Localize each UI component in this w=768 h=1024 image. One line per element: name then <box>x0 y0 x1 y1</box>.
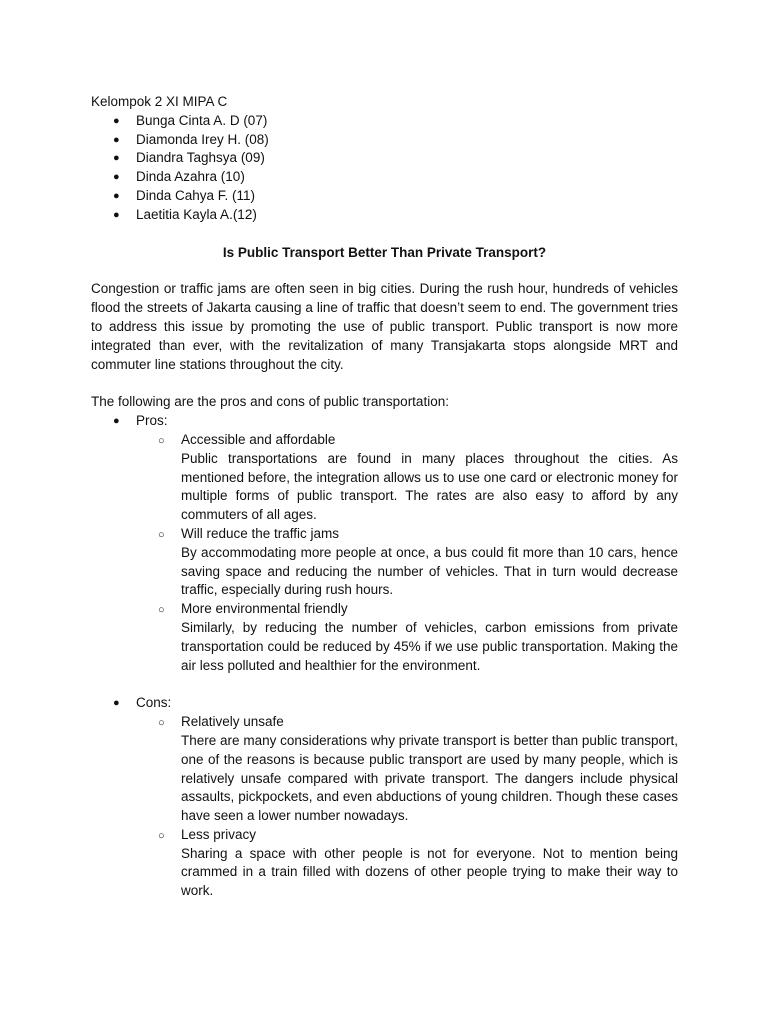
con-body: There are many considerations why private transport is better than public transport, one of the reasons is because public transport are used by many people, which is relatively unsafe compared with private transport. The dangers include physical assaults, pickpockets, and even abductions of young children. Though these cases have seen a lower number nowadays. <box>181 732 678 824</box>
pro-heading: Will reduce the traffic jams <box>181 525 340 541</box>
pro-item-traffic <box>91 525 678 600</box>
pro-item-accessible <box>91 431 678 525</box>
lead-paragraph: The following are the pros and cons of public transportation: <box>91 394 449 410</box>
pros-label: Pros: <box>136 413 168 429</box>
circle-bullet-icon: ○ <box>158 717 165 730</box>
group-title: Kelompok 2 XI MIPA C <box>91 94 228 109</box>
list-item: ● Bunga Cinta A. D (07) <box>91 112 678 131</box>
bullet-icon: ● <box>113 114 120 127</box>
con-body: Sharing a space with other people is not for everyone. Not to mention being crammed in a train filled with dozens of other people trying to make their way to work. <box>181 845 678 899</box>
circle-bullet-icon: ○ <box>158 434 165 447</box>
member-list <box>91 112 678 225</box>
pro-item-environment <box>91 600 678 675</box>
list-item: ● Diamonda Irey H. (08) <box>91 131 678 150</box>
cons-label: Cons: <box>136 695 172 711</box>
con-heading: Less privacy <box>181 826 257 842</box>
intro-paragraph: Congestion or traffic jams are often seen in big cities. During the rush hour, hundreds of vehicles flood the streets of Jakarta causing a line of traffic that doesn’t seem to end. The government tries to address this issue by promoting the use of public transport. Public transport is now more integrated than ever, with the revitalization of many Transjakarta stops alongside MRT and commuter line stations throughout the city. <box>91 281 678 372</box>
pro-body: Similarly, by reducing the number of vehicles, carbon emissions from private transportation could be reduced by 45% if we use public transportation. Making the air less polluted and healthier for the environment. <box>181 619 678 673</box>
bullet-icon: ● <box>113 152 120 165</box>
bullet-icon: ● <box>113 171 120 184</box>
list-item: ● Diandra Taghsya (09) <box>91 149 678 168</box>
con-item-unsafe <box>91 713 678 826</box>
bullet-icon: ● <box>113 208 120 221</box>
bullet-icon: ● <box>113 189 120 202</box>
pro-heading: More environmental friendly <box>181 601 348 617</box>
cons-section <box>91 694 678 713</box>
list-item: ● Laetitia Kayla A.(12) <box>91 206 678 225</box>
bullet-icon: ● <box>113 697 120 710</box>
list-item: ● Dinda Cahya F. (11) <box>91 187 678 206</box>
pro-heading: Accessible and affordable <box>181 431 336 447</box>
circle-bullet-icon: ○ <box>158 528 165 541</box>
bullet-icon: ● <box>113 133 120 146</box>
list-item: ● Dinda Azahra (10) <box>91 168 678 187</box>
document-page <box>91 93 678 901</box>
circle-bullet-icon: ○ <box>158 604 165 617</box>
bullet-icon: ● <box>113 415 120 428</box>
essay-title: Is Public Transport Better Than Private Transport? <box>222 244 547 260</box>
pro-body: By accommodating more people at once, a bus could fit more than 10 cars, hence saving space and reducing the number of vehicles. That in turn would decrease traffic, especially during rush hours. <box>181 544 678 598</box>
spacer <box>91 675 678 694</box>
pros-section <box>91 412 678 431</box>
circle-bullet-icon: ○ <box>158 829 165 842</box>
con-item-privacy <box>91 826 678 901</box>
con-heading: Relatively unsafe <box>181 714 284 730</box>
pro-body: Public transportations are found in many places throughout the cities. As mentioned before, the integration allows us to use one card or electronic money for multiple forms of public transport. The rates are also easy to afford by any commuters of all ages. <box>181 450 678 523</box>
